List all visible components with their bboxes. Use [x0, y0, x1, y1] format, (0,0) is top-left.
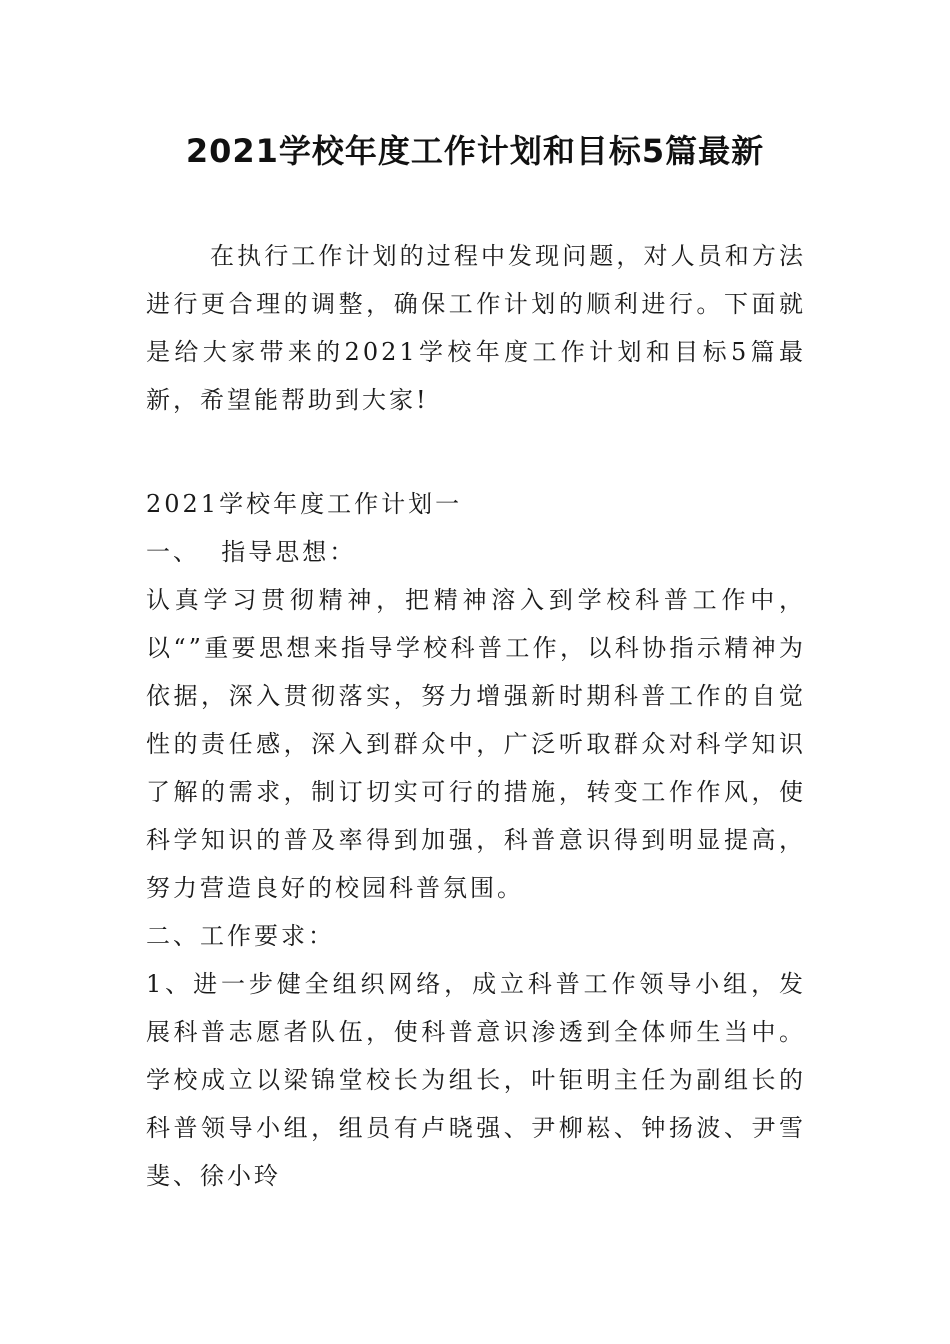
section-heading: 2021学校年度工作计划一: [146, 490, 463, 518]
intro-block: [146, 232, 806, 424]
paragraph-guiding-ideology: 认真学习贯彻精神，把精神溶入到学校科普工作中，以“”重要思想来指导学校科普工作，以科协指示精神为依据，深入贯彻落实，努力增强新时期科普工作的自觉性的责任感，深入到群众中，广泛听取群众对科学知识了解的需求，制订切实可行的措施，转变工作作风，使科学知识的普及率得到加强，科普意识得到明显提高，努力营造良好的校园科普氛围。: [146, 586, 806, 902]
heading-guiding-ideology: 一、 指导思想：: [146, 538, 357, 566]
intro-paragraph: 在执行工作计划的过程中发现问题，对人员和方法进行更合理的调整，确保工作计划的顺利进行。下面就是给大家带来的2021学校年度工作计划和目标5篇最新，希望能帮助到大家!: [146, 242, 806, 414]
plan-section: [146, 480, 806, 1200]
paragraph-work-requirements: 1、进一步健全组织网络，成立科普工作领导小组，发展科普志愿者队伍，使科普意识渗透到全体师生当中。学校成立以梁锦堂校长为组长，叶钜明主任为副组长的科普领导小组，组员有卢晓强、尹柳崧、钟扬波、尹雪斐、徐小玲: [146, 970, 806, 1190]
document-title: 2021学校年度工作计划和目标5篇最新: [185, 132, 765, 170]
heading-work-requirements: 二、工作要求：: [146, 922, 335, 950]
